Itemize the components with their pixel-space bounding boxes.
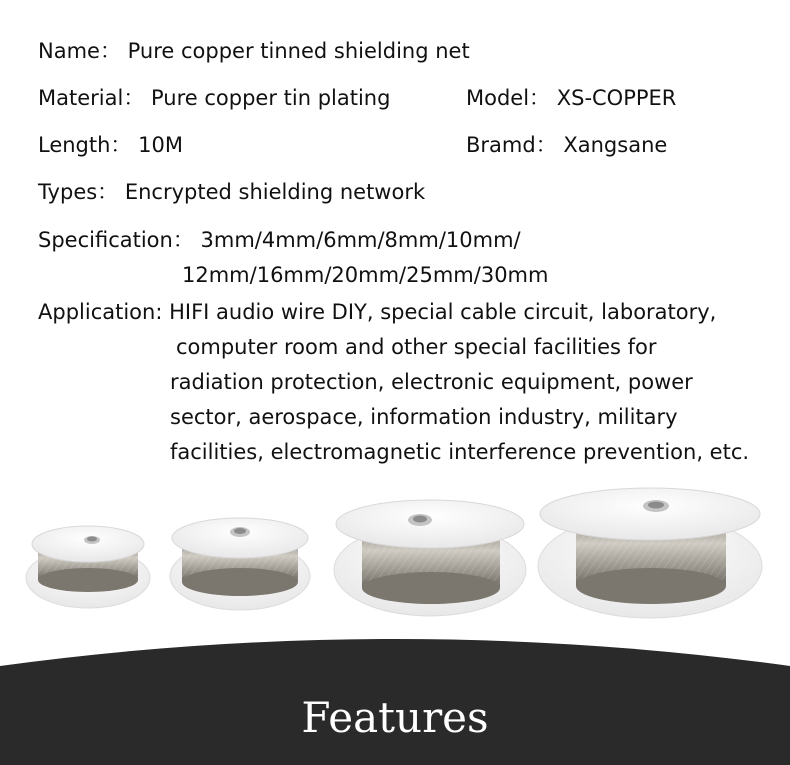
spec-application-line-5: facilities, electromagnetic interference prevention, etc. xyxy=(170,440,750,464)
spool-large xyxy=(334,500,526,616)
spec-application-line-2: computer room and other special facilities for xyxy=(176,335,657,359)
spool-small xyxy=(26,526,150,608)
spec-specification-line-1: Specification： 3mm/4mm/6mm/8mm/10mm/ xyxy=(38,228,521,252)
spool-medium xyxy=(170,518,310,610)
spec-types: Types： Encrypted shielding network xyxy=(38,180,426,204)
spool-extra-large xyxy=(538,488,762,618)
spec-model: Model： XS-COPPER xyxy=(466,86,677,110)
spec-specification-line-2: 12mm/16mm/20mm/25mm/30mm xyxy=(182,263,549,287)
spec-application-line-3: radiation protection, electronic equipment, power xyxy=(170,370,693,394)
spec-application-line-1: Application: HIFI audio wire DIY, special cable circuit, laboratory, xyxy=(38,300,717,324)
spec-name: Name： Pure copper tinned shielding net xyxy=(38,39,470,63)
spec-application-line-4: sector, aerospace, information industry, military xyxy=(170,405,678,429)
spec-length: Length： 10M xyxy=(38,133,183,157)
features-title: Features xyxy=(301,693,489,742)
spec-material: Material： Pure copper tin plating xyxy=(38,86,391,110)
spec-brand: Bramd： Xangsane xyxy=(466,133,668,157)
product-spools xyxy=(0,480,790,630)
